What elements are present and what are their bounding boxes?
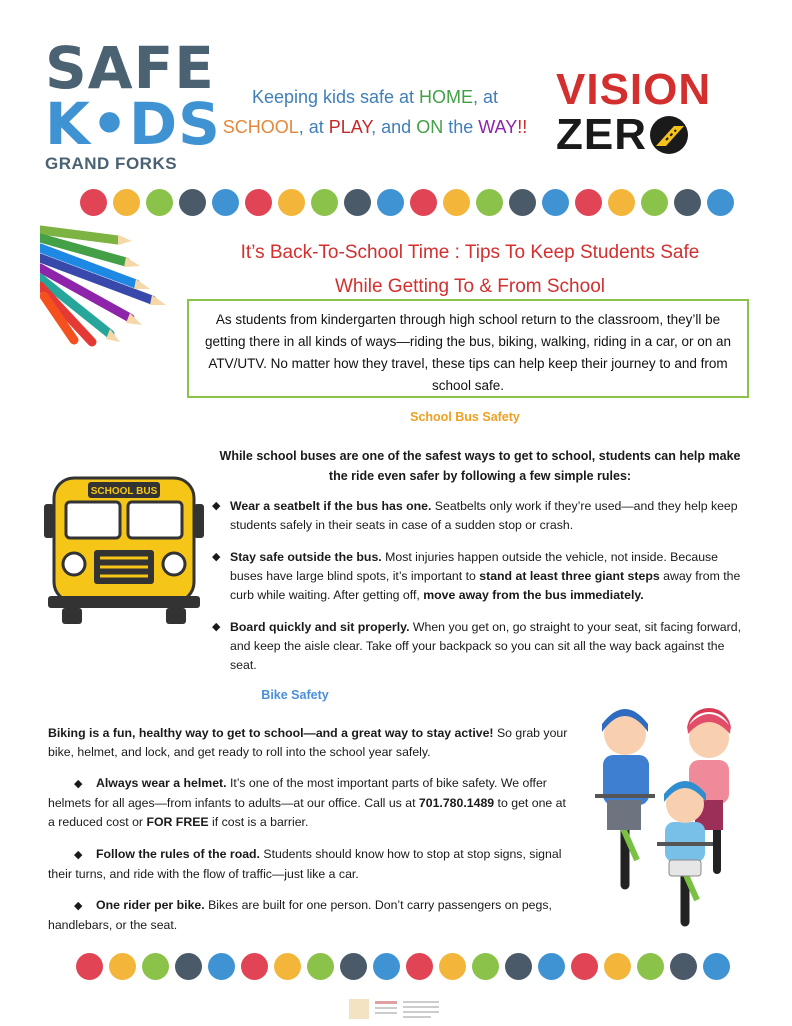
bullet-bold: FOR FREE xyxy=(146,815,209,829)
safe-kids-logo xyxy=(45,34,221,174)
vision-zero-logo xyxy=(556,65,746,159)
bike-intro-text: So grab your bike, helmet, and lock, and get ready to roll into the school year safely. xyxy=(48,726,568,759)
page-title xyxy=(190,236,750,304)
tagline-way: WAY xyxy=(478,117,518,137)
title-line-2: While Getting To & From School xyxy=(335,276,605,297)
decorative-dot xyxy=(212,189,239,216)
intro-box: As students from kindergarten through high school return to the classroom, they’ll be getting there in all kinds of ways—riding the bus, biking, walking, riding in a car, or on an ATV/UTV. No matter how they travel, these tips can help keep their journey to and from school safe. xyxy=(187,299,749,398)
bus-sign-text: SCHOOL BUS xyxy=(90,486,158,497)
bike-safety-intro xyxy=(48,724,568,762)
logo-city: GRAND FORKS xyxy=(45,154,178,173)
decorative-dot xyxy=(311,189,338,216)
tagline-text: !! xyxy=(517,117,528,137)
decorative-dot xyxy=(344,189,371,216)
dot-divider-bottom xyxy=(76,953,730,980)
decorative-dot xyxy=(604,953,631,980)
list-item xyxy=(48,896,568,935)
decorative-dot xyxy=(608,189,635,216)
decorative-dot xyxy=(179,189,206,216)
bullet-text: if cost is a barrier. xyxy=(208,815,309,829)
decorative-dot xyxy=(410,189,437,216)
list-item xyxy=(48,845,568,884)
decorative-dot xyxy=(439,953,466,980)
tagline-text: , at xyxy=(298,117,329,137)
decorative-dot xyxy=(113,189,140,216)
decorative-dot xyxy=(575,189,602,216)
bullet-text: When you get on, go straight to your seat, sit facing forward, and keep the aisle clear. Take off your backpack so you can sit all the way back against the seat. xyxy=(230,620,741,672)
tagline-on: ON xyxy=(416,117,444,137)
bullet-text: It’s one of the most important parts of bike safety. We offer helmets for all ages—from infants to adults—at our office. Call us at xyxy=(48,776,547,810)
decorative-dot xyxy=(571,953,598,980)
decorative-dot xyxy=(109,953,136,980)
decorative-dot xyxy=(538,953,565,980)
bullet-bold: Wear a seatbelt if the bus has one. xyxy=(230,499,432,513)
bullet-icon: ◆ xyxy=(212,621,221,633)
bullet-text: away from the curb while waiting. After getting off, xyxy=(230,569,741,602)
phone-number: 701.780.1489 xyxy=(418,796,495,810)
tagline-home: HOME xyxy=(419,87,474,107)
bus-safety-heading: School Bus Safety xyxy=(410,410,520,424)
decorative-dot xyxy=(142,953,169,980)
bullet-text: Seatbelts only work if they’re used—and they help keep students safely in their seats in case of a sudden stop or crash. xyxy=(230,499,738,532)
decorative-dot xyxy=(443,189,470,216)
logo-kids: K•DS xyxy=(45,90,221,158)
bike-safety-heading: Bike Safety xyxy=(261,688,329,702)
decorative-dot xyxy=(208,953,235,980)
bullet-icon: ◆ xyxy=(212,500,221,512)
road-o-icon xyxy=(650,116,688,154)
bullet-bold: stand at least three giant steps xyxy=(479,569,660,583)
decorative-dot xyxy=(307,953,334,980)
tagline-school: SCHOOL xyxy=(222,117,299,137)
tagline-text: , and xyxy=(371,117,417,137)
decorative-dot xyxy=(406,953,433,980)
list-item xyxy=(212,618,752,675)
decorative-dot xyxy=(472,953,499,980)
tagline-play: PLAY xyxy=(328,117,372,137)
bullet-text: Most injuries happen outside the vehicle, not inside. Because buses have large blind spots, it’s important to xyxy=(230,550,719,583)
decorative-dot xyxy=(505,953,532,980)
vision-zero-vision: VISION xyxy=(556,65,712,114)
decorative-dot xyxy=(674,189,701,216)
bullet-icon: ◆ xyxy=(74,849,83,861)
vision-zero-zer: ZER xyxy=(556,110,647,159)
bullet-bold: Stay safe outside the bus. xyxy=(230,550,382,564)
list-item xyxy=(212,497,752,535)
bullet-bold: Board quickly and sit properly. xyxy=(230,620,410,634)
decorative-dot xyxy=(476,189,503,216)
bullet-bold: One rider per bike. xyxy=(96,898,205,912)
decorative-dot xyxy=(241,953,268,980)
decorative-dot xyxy=(373,953,400,980)
kids-biking-icon xyxy=(585,700,745,935)
decorative-dot xyxy=(509,189,536,216)
colored-pencils-icon xyxy=(40,222,180,357)
decorative-dot xyxy=(80,189,107,216)
decorative-dot xyxy=(703,953,730,980)
tagline-text: the xyxy=(443,117,479,137)
bullet-text: Bikes are built for one person. Don’t carry passengers on pegs, handlebars, or the seat. xyxy=(48,898,552,932)
decorative-dot xyxy=(274,953,301,980)
list-item xyxy=(48,774,568,832)
decorative-dot xyxy=(175,953,202,980)
tagline-text: , at xyxy=(473,87,499,107)
decorative-dot xyxy=(278,189,305,216)
decorative-dot xyxy=(340,953,367,980)
decorative-dot xyxy=(707,189,734,216)
title-line-1: It’s Back-To-School Time : Tips To Keep Students Safe xyxy=(240,242,700,263)
bullet-icon: ◆ xyxy=(74,900,83,912)
dot-divider-top xyxy=(80,189,734,216)
tagline xyxy=(210,82,540,142)
logo-safe: SAFE xyxy=(45,34,215,102)
bike-intro-bold: Biking is a fun, healthy way to get to school—and a great way to stay active! xyxy=(48,726,494,740)
decorative-dot xyxy=(245,189,272,216)
decorative-dot xyxy=(377,189,404,216)
bullet-text: to get one at a reduced cost or xyxy=(48,796,566,829)
bullet-icon: ◆ xyxy=(74,778,83,790)
decorative-dot xyxy=(542,189,569,216)
bullet-text: Students should know how to stop at stop signs, signal their turns, and ride with the flow of traffic—just like a car. xyxy=(48,847,562,881)
decorative-dot xyxy=(146,189,173,216)
decorative-dot xyxy=(670,953,697,980)
bus-bullets xyxy=(212,497,752,677)
bullet-bold: move away from the bus immediately. xyxy=(423,588,644,602)
decorative-dot xyxy=(76,953,103,980)
school-bus-icon xyxy=(44,474,204,631)
vision-zero-zero xyxy=(556,112,746,158)
bullet-bold: Always wear a helmet. xyxy=(96,776,227,790)
tagline-text: Keeping kids safe at xyxy=(251,87,420,107)
footer-thumbnail xyxy=(345,997,445,1021)
decorative-dot xyxy=(641,189,668,216)
bullet-bold: Follow the rules of the road. xyxy=(96,847,260,861)
bullet-icon: ◆ xyxy=(212,551,221,563)
list-item xyxy=(212,548,752,605)
decorative-dot xyxy=(637,953,664,980)
bus-safety-intro: While school buses are one of the safest ways to get to school, students can help make the ride even safer by following a few simple rules: xyxy=(219,449,741,483)
